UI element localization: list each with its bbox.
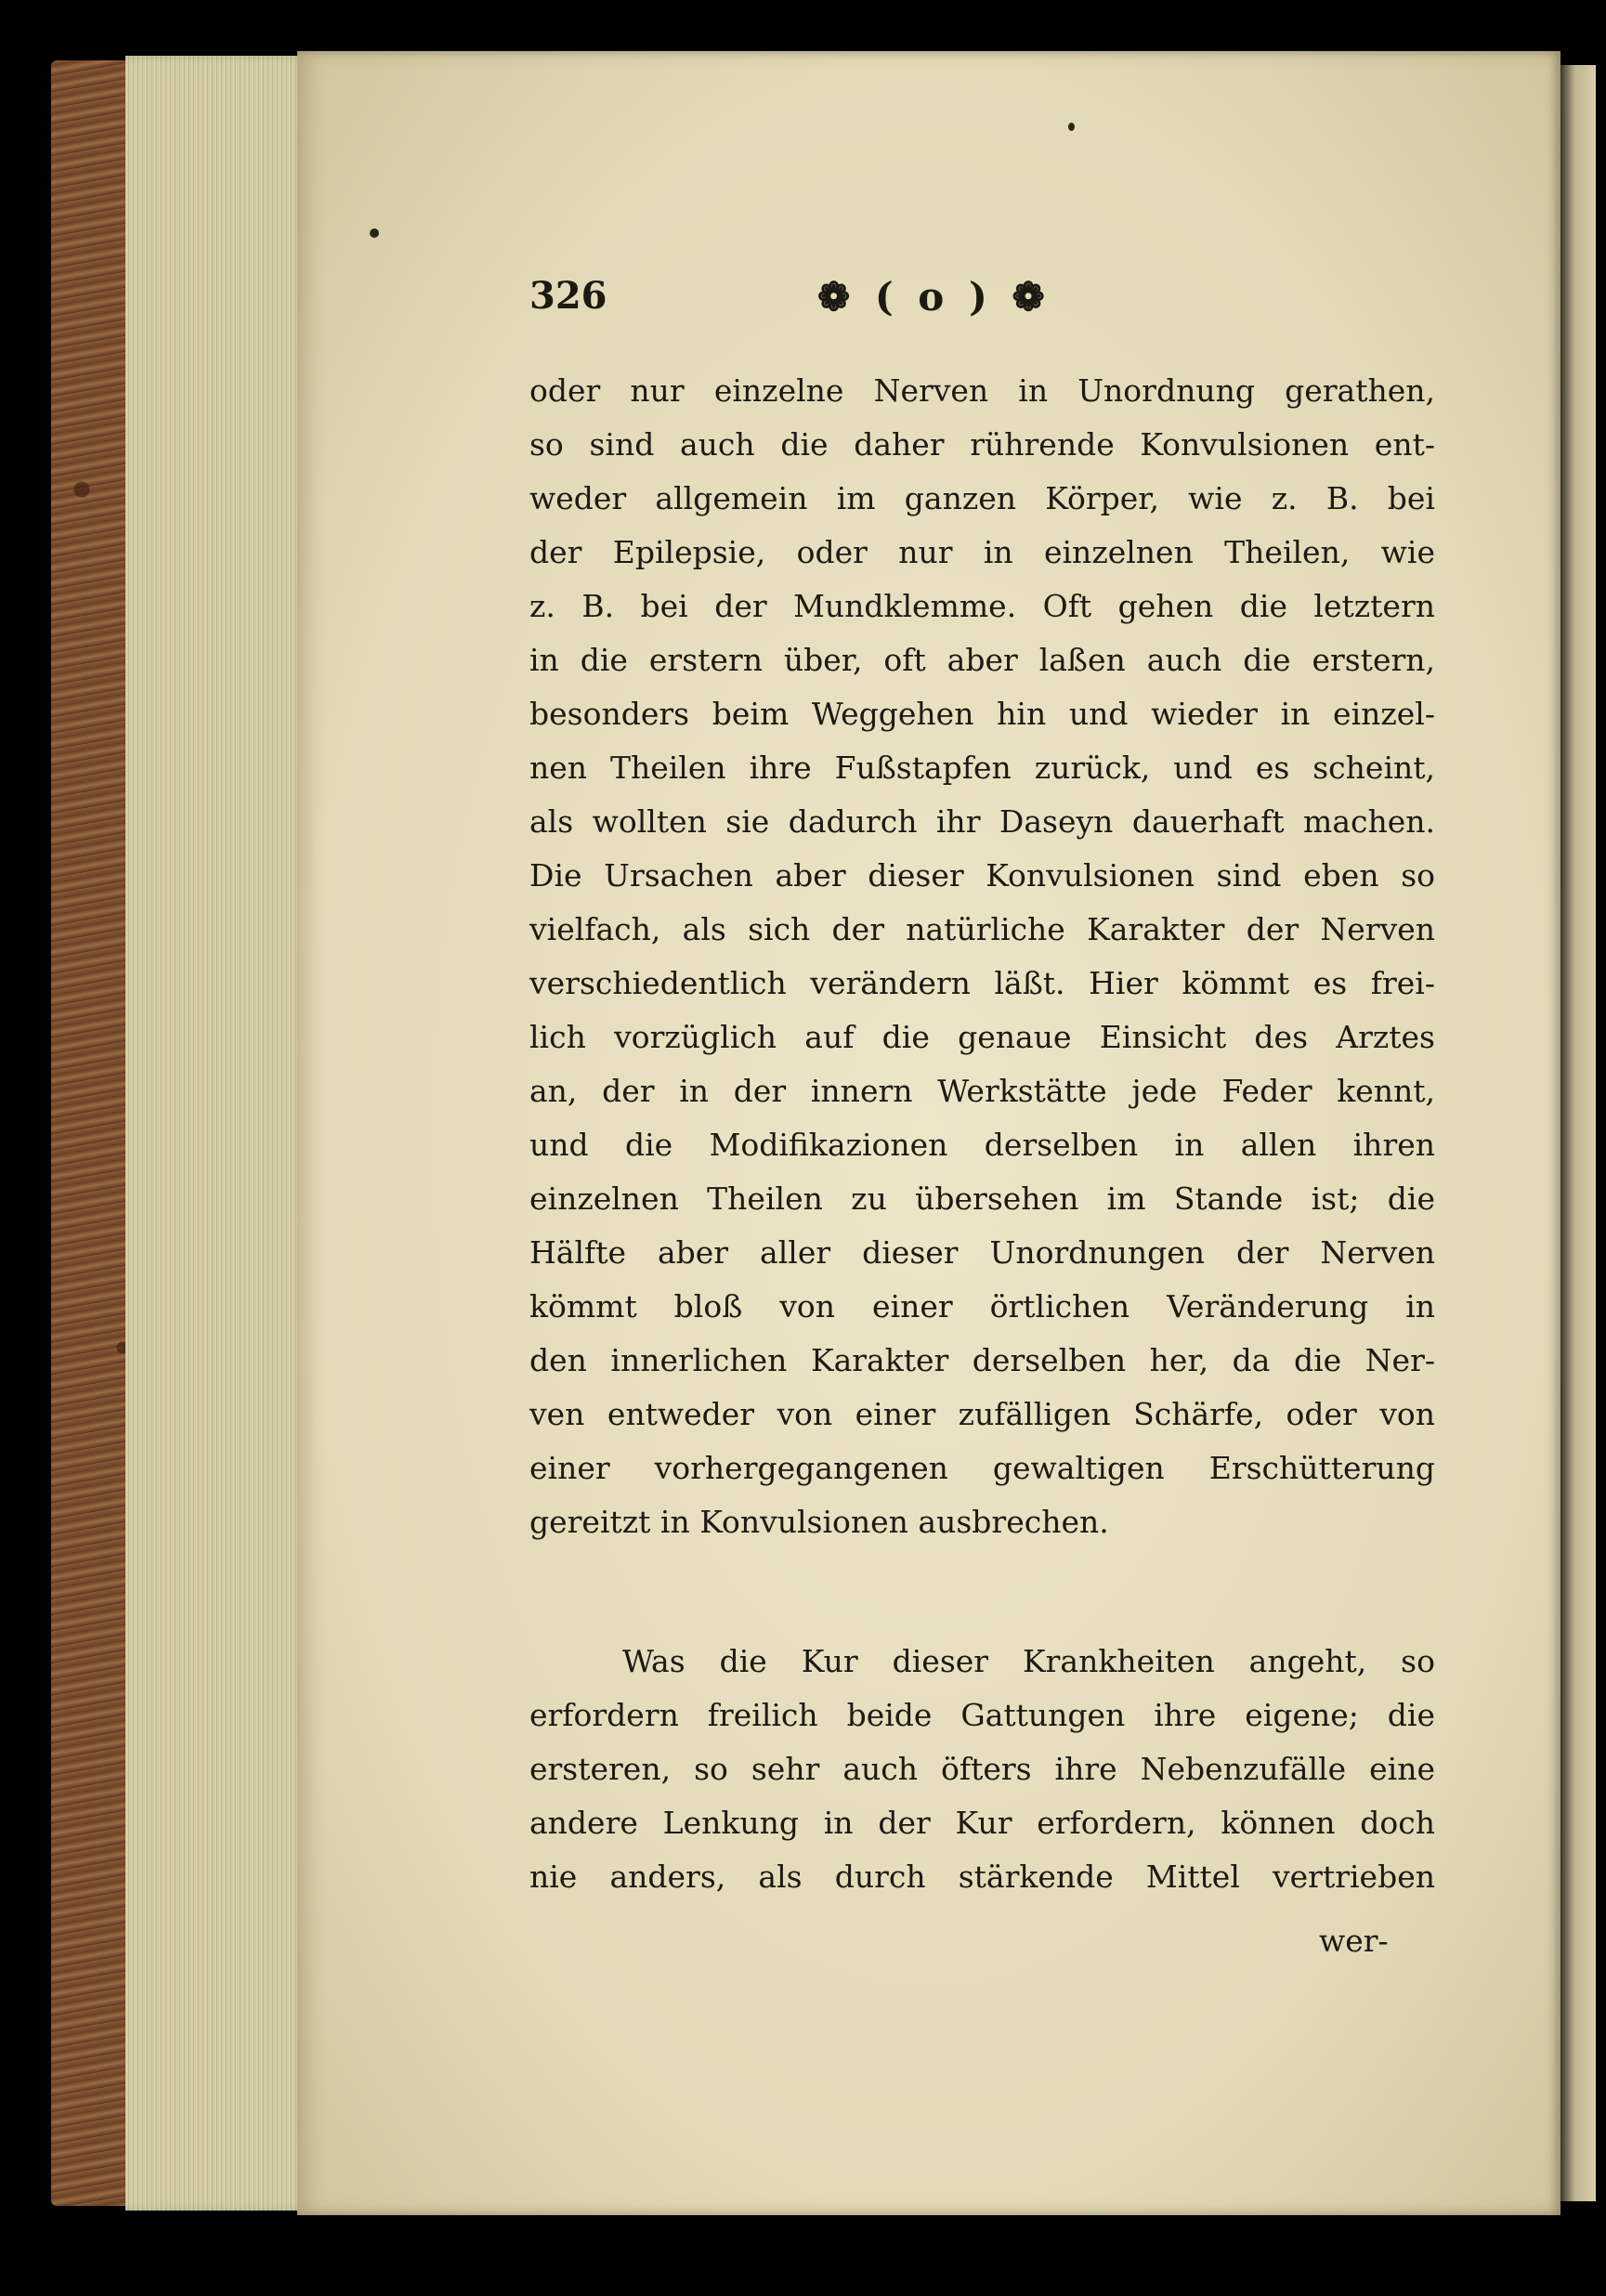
text-line: einzelnen Theilen zu übersehen im Stande ist; die [529, 1181, 1435, 1217]
text-line: nie anders, als durch stärkende Mittel vertrieben [529, 1859, 1435, 1895]
text-line: nen Theilen ihre Fußstapfen zurück, und es scheint, [529, 750, 1435, 786]
text-line: besonders beim Weggehen hin und wieder in einzel- [529, 696, 1435, 732]
ink-speck [370, 228, 379, 238]
text-line: und die Modifikazionen derselben in allen ihren [529, 1127, 1435, 1163]
text-line: einer vorhergegangenen gewaltigen Erschütterung [529, 1450, 1435, 1486]
text-line: als wollten sie dadurch ihr Daseyn dauerhaft machen. [529, 803, 1435, 840]
text-line: erfordern freilich beide Gattungen ihre eigene; die [529, 1697, 1435, 1733]
text-line: der Epilepsie, oder nur in einzelnen Theilen, wie [529, 534, 1435, 570]
text-line: gereitzt in Konvulsionen ausbrechen. [529, 1504, 1109, 1540]
text-line: ersteren, so sehr auch öfters ihre Nebenzufälle eine [529, 1751, 1435, 1787]
catchword: wer- [1319, 1923, 1389, 1959]
text-line: an, der in der innern Werkstätte jede Feder kennt, [529, 1073, 1435, 1109]
text-line: z. B. bei der Mundklemme. Oft gehen die letztern [529, 588, 1435, 624]
text-line: verschiedentlich verändern läßt. Hier kömmt es frei- [529, 965, 1435, 1001]
text-line: so sind auch die daher rührende Konvulsionen ent- [529, 426, 1435, 463]
text-line: Die Ursachen aber dieser Konvulsionen sind eben so [529, 857, 1435, 894]
running-head: ❁ ( o ) ❁ [817, 274, 1051, 320]
text-line: vielfach, als sich der natürliche Karakter der Nerven [529, 911, 1435, 947]
gutter [1560, 65, 1596, 2201]
text-line: Hälfte aber aller dieser Unordnungen der Nerven [529, 1234, 1435, 1271]
body-paragraph-1 [529, 364, 1435, 1549]
text-line: Was die Kur dieser Krankheiten angeht, so [622, 1643, 1435, 1679]
page-number: 326 [529, 274, 607, 318]
page-header [529, 274, 1458, 330]
text-line: lich vorzüglich auf die genaue Einsicht des Arztes [529, 1019, 1435, 1055]
text-line: den innerlichen Karakter derselben her, da die Ner- [529, 1342, 1435, 1378]
text-line: andere Lenkung in der Kur erfordern, können doch [529, 1805, 1435, 1841]
body-paragraph-2 [529, 1635, 1435, 1904]
text-line: weder allgemein im ganzen Körper, wie z. B. bei [529, 480, 1435, 516]
text-line: in die erstern über, oft aber laßen auch die erstern, [529, 642, 1435, 678]
page-edges [125, 56, 311, 2211]
text-line: kömmt bloß von einer örtlichen Veränderung in [529, 1288, 1435, 1324]
ink-speck [1068, 123, 1075, 131]
text-line: ven entweder von einer zufälligen Schärfe, oder von [529, 1396, 1435, 1432]
text-line: oder nur einzelne Nerven in Unordnung gerathen, [529, 372, 1435, 409]
